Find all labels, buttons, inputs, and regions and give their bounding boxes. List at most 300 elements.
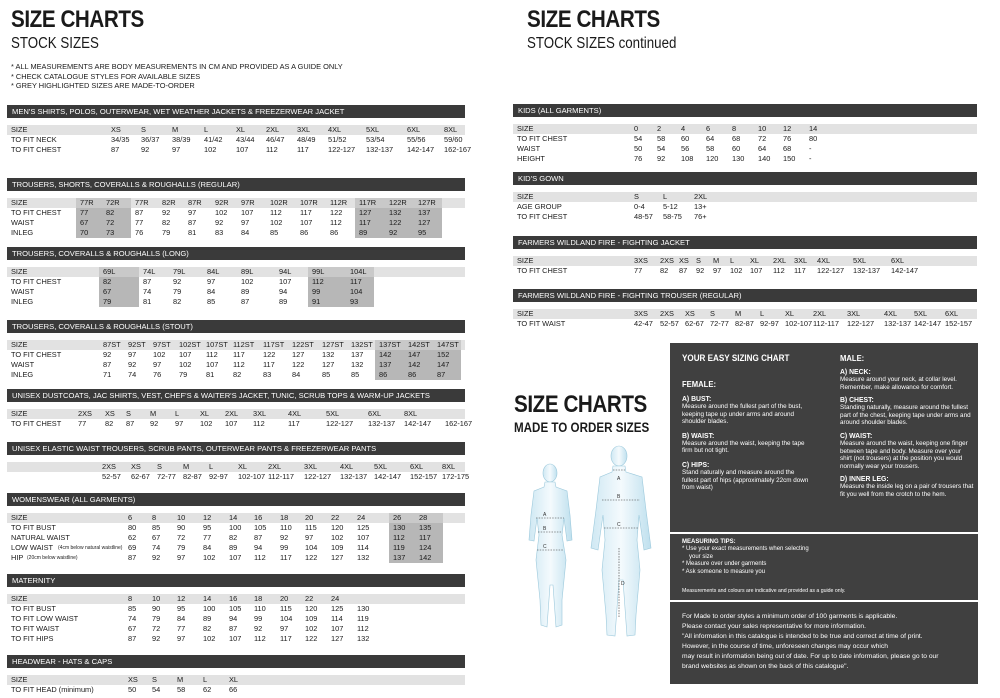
table-cell: 107 — [331, 624, 344, 633]
table-cell: 76 — [153, 370, 162, 379]
table-cell: 86 — [408, 370, 417, 379]
table-cell: 16 — [229, 594, 238, 603]
table-cell: 2XS — [660, 309, 674, 318]
row-label: WAIST — [11, 360, 35, 369]
row-label: TO FIT HEAD (minimum) — [11, 685, 94, 694]
table-cell: 87 — [229, 624, 238, 633]
table-title-bar: HEADWEAR - HATS & CAPS — [7, 655, 465, 668]
table-cell: 117 — [280, 634, 292, 643]
table-cell: 152-157 — [945, 319, 973, 328]
table-title-bar: MATERNITY — [7, 574, 465, 587]
figure-label: D — [621, 581, 625, 587]
table-cell: 76 — [634, 154, 643, 163]
tip-line: * Ask someone to measure you — [682, 568, 766, 575]
table-cell: 117 — [359, 218, 371, 227]
table-cell: 108 — [681, 154, 694, 163]
table-cell: 66 — [229, 685, 238, 694]
table-cell: 97 — [172, 145, 181, 154]
table-cell: 97 — [153, 360, 162, 369]
table-row — [513, 144, 977, 154]
table-cell: 87 — [437, 370, 446, 379]
row-label: TO FIT CHEST — [11, 208, 62, 217]
table-cell: 18 — [280, 513, 289, 522]
step-heading: D) INNER LEG: — [840, 474, 889, 484]
table-cell: 142-147 — [891, 266, 919, 275]
table-cell: 2XS — [660, 256, 674, 265]
row-label: WAIST — [11, 218, 35, 227]
table-cell: 92 — [152, 634, 161, 643]
table-row — [513, 266, 977, 276]
notes — [11, 62, 343, 91]
table-cell: 43/44 — [236, 135, 255, 144]
table-cell: 107 — [241, 208, 254, 217]
row-label: TO FIT CHEST — [11, 350, 62, 359]
table-cell: 107 — [225, 419, 238, 428]
table-row — [7, 614, 465, 624]
figure-label: B — [543, 526, 547, 532]
table-cell: 60 — [681, 134, 690, 143]
table-title-bar: MEN'S SHIRTS, POLOS, OUTERWEAR, WET WEATHER JACKETS & FREEZERWEAR JACKET — [7, 105, 465, 118]
table-title-bar: WOMENSWEAR (ALL GARMENTS) — [7, 493, 465, 506]
table-cell: 85 — [351, 370, 360, 379]
table-cell: 89 — [359, 228, 368, 237]
table-cell: 92 — [162, 208, 171, 217]
row-label: WAIST — [517, 144, 541, 153]
page-title-left: SIZE CHARTS — [11, 6, 144, 33]
table-cell: 6XL — [891, 256, 905, 265]
table-cell: 119 — [393, 543, 405, 552]
table-cell: XS — [105, 409, 115, 418]
table-cell: 102 — [204, 145, 217, 154]
table-cell: 107 — [300, 218, 313, 227]
size-table — [513, 289, 977, 328]
table-cell: 99 — [280, 543, 289, 552]
table-cell: 77 — [203, 533, 212, 542]
table-cell: 147 — [408, 350, 421, 359]
table-title-bar: TROUSERS, COVERALLS & ROUGHALLS (STOUT) — [7, 320, 465, 333]
table-cell: 46/47 — [266, 135, 285, 144]
table-title-bar: FARMERS WILDLAND FIRE - FIGHTING JACKET — [513, 236, 977, 249]
table-cell: 132-137 — [340, 472, 368, 481]
table-cell: 62 — [203, 685, 212, 694]
table-row — [513, 154, 977, 164]
row-label: TO FIT CHEST — [11, 145, 62, 154]
table-cell: 4XL — [340, 462, 354, 471]
step-text: Measure around the waist, keeping one finger between tape and body. Measure over your shirt (not trousers) at the position you would normally wear your trousers. — [840, 439, 968, 470]
row-label: SIZE — [517, 192, 534, 201]
table-cell: L — [730, 256, 735, 265]
table-cell: 72R — [106, 198, 120, 207]
table-cell: 24 — [357, 513, 366, 522]
table-cell: 102 — [270, 218, 283, 227]
table-cell: 94L — [279, 267, 292, 276]
table-cell: 83 — [263, 370, 272, 379]
table-cell: 92 — [141, 145, 150, 154]
table-cell: 127 — [292, 350, 305, 359]
table-cell: 122-127 — [328, 145, 356, 154]
table-cell: 76 — [783, 134, 792, 143]
size-table — [513, 172, 977, 221]
table-cell: 127 — [418, 218, 431, 227]
table-title-bar: UNISEX DUSTCOATS, JAC SHIRTS, VEST, CHEF'S & WAITER'S JACKET, TUNIC, SCRUB TOPS & WARM-UP JACKETS — [7, 389, 465, 402]
table-cell: 102ST — [179, 340, 201, 349]
table-cell: M — [177, 675, 184, 684]
table-cell: 2XL — [813, 309, 827, 318]
table-cell: 152-157 — [410, 472, 438, 481]
table-cell: 82 — [173, 297, 182, 306]
table-cell: 132 — [389, 208, 402, 217]
table-cell: 79 — [152, 614, 161, 623]
table-cell: 77 — [177, 624, 186, 633]
table-cell: L — [760, 309, 765, 318]
table-cell: 92 — [215, 218, 224, 227]
table-cell: 55/56 — [407, 135, 426, 144]
page-title-right: SIZE CHARTS — [527, 6, 660, 33]
row-label: SIZE — [11, 513, 28, 522]
table-cell: 112-117 — [268, 472, 295, 481]
table-row — [7, 604, 465, 614]
table-cell: 107 — [750, 266, 763, 275]
table-cell: 79L — [173, 267, 186, 276]
table-cell: 107 — [179, 350, 192, 359]
step-text: Standing naturally, measure around the fullest part of the chest, keeping tape under arms and around shoulder blades. — [840, 404, 971, 427]
table-cell: 117 — [794, 266, 806, 275]
table-header-row — [513, 124, 977, 134]
body-figures-illustration — [515, 440, 669, 640]
table-cell: 87 — [111, 145, 120, 154]
table-cell: 76 — [135, 228, 144, 237]
table-cell: 54 — [152, 685, 161, 694]
size-table — [7, 178, 465, 237]
step-heading: A) BUST: — [682, 394, 712, 403]
table-cell: 72 — [152, 624, 161, 633]
table-cell: L — [204, 125, 209, 134]
table-cell: 38/39 — [172, 135, 191, 144]
table-row — [7, 228, 465, 238]
row-label: SIZE — [517, 256, 534, 265]
table-cell: XL — [236, 125, 246, 134]
table-cell: 95 — [203, 523, 212, 532]
table-cell: 142-147 — [374, 472, 402, 481]
table-cell: 132-137 — [853, 266, 881, 275]
table-cell: 64 — [758, 144, 767, 153]
table-cell: 80 — [809, 134, 818, 143]
table-cell: 102 — [331, 533, 344, 542]
male-figure — [591, 446, 651, 636]
table-header-row — [513, 309, 977, 319]
row-label: TO FIT NECK — [11, 135, 57, 144]
table-cell: 84L — [207, 267, 220, 276]
table-cell: 112-117 — [813, 319, 840, 328]
footer-line: may result in information being out of date. For up to date information, please go to our — [682, 653, 939, 660]
size-table — [7, 247, 465, 306]
tip-line: * Measure over under garments — [682, 561, 767, 568]
table-cell: 112 — [270, 208, 282, 217]
table-cell: 112 — [206, 350, 218, 359]
table-cell: 117 — [419, 533, 431, 542]
size-table — [7, 574, 465, 643]
table-cell: 6XL — [410, 462, 424, 471]
table-cell: 53/54 — [366, 135, 385, 144]
page-subtitle-right: STOCK SIZES continued — [527, 35, 677, 52]
table-row — [7, 419, 473, 429]
row-label: SIZE — [11, 125, 28, 134]
table-cell: 89 — [229, 543, 238, 552]
table-cell: 132 — [351, 360, 364, 369]
row-label: TO FIT BUST — [11, 523, 56, 532]
table-cell: 50 — [128, 685, 137, 694]
table-cell: 140 — [758, 154, 771, 163]
table-cell: 84 — [203, 543, 212, 552]
table-cell: 2XL — [268, 462, 282, 471]
table-cell: 142-147 — [407, 145, 435, 154]
table-cell: 82 — [233, 370, 242, 379]
table-cell: S — [126, 409, 131, 418]
table-cell: 3XL — [847, 309, 861, 318]
table-cell: 127 — [331, 553, 344, 562]
row-label: SIZE — [11, 409, 28, 418]
table-cell: 102 — [153, 350, 166, 359]
table-cell: 122 — [292, 360, 305, 369]
table-cell: 72 — [177, 533, 186, 542]
table-cell: S — [152, 675, 157, 684]
table-cell: 82 — [162, 218, 171, 227]
table-cell: 110 — [254, 604, 266, 613]
table-row — [513, 212, 977, 222]
table-cell: 79 — [173, 287, 182, 296]
tip-line: * Use your exact measurements when selecting — [682, 546, 809, 553]
table-cell: 92 — [389, 228, 398, 237]
tips-list — [682, 539, 809, 576]
table-cell: 6XL — [945, 309, 959, 318]
table-cell: 79 — [177, 543, 186, 552]
table-cell: S — [157, 462, 162, 471]
table-cell: 14 — [203, 594, 212, 603]
table-cell: XS — [131, 462, 141, 471]
table-cell: 86 — [330, 228, 339, 237]
row-label: SIZE — [517, 124, 534, 133]
table-cell: 2XL — [266, 125, 280, 134]
table-cell: 104 — [280, 614, 293, 623]
table-cell: 86 — [300, 228, 309, 237]
table-cell: 59/60 — [444, 135, 463, 144]
table-cell: 79 — [103, 297, 112, 306]
table-cell: 14 — [809, 124, 818, 133]
table-cell: 137 — [418, 208, 431, 217]
table-cell: L — [175, 409, 180, 418]
footer-line: Please contact your sales representative for more information. — [682, 623, 866, 630]
female-steps — [682, 394, 810, 492]
table-header-row — [7, 513, 465, 523]
table-cell: 5XL — [853, 256, 867, 265]
row-label: TO FIT CHEST — [11, 277, 62, 286]
table-cell: 10 — [177, 513, 186, 522]
table-cell: 20 — [305, 513, 314, 522]
table-row — [513, 134, 977, 144]
table-cell: 90 — [177, 523, 186, 532]
table-row — [7, 370, 465, 380]
table-title-bar: UNISEX ELASTIC WAIST TROUSERS, SCRUB PANTS, OUTERWEAR PANTS & FREEZERWEAR PANTS — [7, 442, 465, 455]
row-label: SIZE — [517, 309, 534, 318]
size-table — [7, 442, 470, 481]
table-cell: 62-67 — [685, 319, 704, 328]
table-cell: 112 — [266, 145, 278, 154]
table-cell: 99 — [254, 614, 263, 623]
table-cell: 82 — [660, 266, 669, 275]
table-cell: 42-47 — [634, 319, 653, 328]
table-cell: 142 — [379, 350, 392, 359]
table-cell: 147 — [437, 360, 450, 369]
tip-line: your size — [689, 553, 714, 560]
table-cell: 48-57 — [634, 212, 653, 221]
table-cell: 94 — [229, 614, 238, 623]
table-cell: 74 — [143, 287, 152, 296]
table-cell: 92 — [103, 350, 112, 359]
table-cell: 132-137 — [368, 419, 396, 428]
table-cell: 142 — [419, 553, 432, 562]
table-cell: 115 — [305, 523, 317, 532]
table-cell: 12 — [783, 124, 792, 133]
table-cell: 92 — [150, 419, 159, 428]
table-row — [7, 287, 465, 297]
row-note: (20cm below waistline) — [27, 555, 78, 561]
table-header-row — [513, 256, 977, 266]
table-row — [7, 533, 465, 543]
row-label: TO FIT WAIST — [11, 624, 60, 633]
table-cell: 89L — [241, 267, 254, 276]
table-cell: 99 — [312, 287, 321, 296]
table-cell: 67 — [152, 533, 161, 542]
table-cell: 6XL — [368, 409, 382, 418]
footer-line: For Made to order styles a minimum order of 100 garments is applicable. — [682, 613, 898, 620]
male-steps — [840, 367, 974, 499]
table-cell: 112 — [773, 266, 785, 275]
table-cell: 132-137 — [366, 145, 394, 154]
table-cell: 112 — [253, 419, 265, 428]
table-cell: XS — [679, 256, 689, 265]
table-cell: 130 — [732, 154, 745, 163]
row-label: TO FIT CHEST — [517, 134, 568, 143]
table-cell: 102 — [241, 277, 254, 286]
table-cell: 3XL — [297, 125, 311, 134]
table-cell: 99L — [312, 267, 325, 276]
table-cell: 8XL — [442, 462, 456, 471]
table-cell: 94 — [254, 543, 263, 552]
table-cell: 105 — [229, 604, 242, 613]
table-cell: 112 — [233, 360, 245, 369]
note-line: * GREY HIGHLIGHTED SIZES ARE MADE-TO-ORDER — [11, 81, 195, 90]
table-cell: 122 — [305, 553, 318, 562]
table-cell: 87 — [188, 218, 197, 227]
table-cell: 10 — [758, 124, 767, 133]
table-cell: 112R — [330, 198, 348, 207]
male-label: MALE: — [840, 353, 865, 363]
size-table — [7, 655, 465, 694]
table-cell: 97R — [241, 198, 255, 207]
table-cell: 4XL — [328, 125, 342, 134]
table-row — [7, 553, 465, 563]
table-cell: S — [696, 256, 701, 265]
table-cell: 54 — [634, 134, 643, 143]
table-row — [7, 472, 470, 482]
table-cell: 8 — [128, 594, 133, 603]
table-cell: 112 — [393, 533, 405, 542]
table-cell: 122 — [263, 350, 276, 359]
note-line: * CHECK CATALOGUE STYLES FOR AVAILABLE SIZES — [11, 71, 201, 81]
table-cell: S — [634, 192, 639, 201]
table-header-row — [7, 409, 465, 419]
table-cell: 107 — [279, 277, 292, 286]
size-table — [513, 236, 977, 275]
table-cell: 92 — [280, 533, 289, 542]
table-cell: 117 — [233, 350, 245, 359]
table-cell: 85 — [128, 604, 137, 613]
disclaimer: Measurements and colours are indicative and provided as a guide only. — [682, 588, 846, 594]
table-cell: 127 — [322, 360, 335, 369]
table-cell: 102 — [203, 553, 216, 562]
table-cell: 3XL — [304, 462, 318, 471]
row-label: INLEG — [11, 370, 34, 379]
table-cell: 122R — [389, 198, 407, 207]
table-cell: 24 — [331, 594, 340, 603]
mto-subtitle: MADE TO ORDER SIZES — [514, 420, 650, 435]
table-cell: M — [150, 409, 157, 418]
table-cell: 112ST — [233, 340, 255, 349]
table-cell: 95 — [177, 604, 186, 613]
figure-label: A — [617, 476, 621, 482]
table-cell: 6 — [706, 124, 711, 133]
row-label: INLEG — [11, 297, 34, 306]
table-cell: 72 — [758, 134, 767, 143]
measuring-tips-panel — [670, 534, 978, 600]
table-cell: 110 — [280, 523, 292, 532]
table-cell: 2XL — [773, 256, 787, 265]
table-cell: 137 — [351, 350, 364, 359]
table-cell: 92-97 — [760, 319, 779, 328]
table-cell: 97ST — [153, 340, 171, 349]
row-label: WAIST — [11, 287, 35, 296]
row-label: TO FIT CHEST — [11, 419, 62, 428]
table-cell: 97 — [713, 266, 722, 275]
table-title-bar: TROUSERS, COVERALLS & ROUGHALLS (LONG) — [7, 247, 465, 260]
table-cell: 112 — [254, 634, 266, 643]
male-step — [840, 395, 974, 427]
table-cell: 68 — [732, 134, 741, 143]
table-cell: 89 — [241, 287, 250, 296]
step-heading: C) HIPS: — [682, 459, 710, 469]
step-text: Measure around the waist, keeping the tape firm but not tight. — [682, 439, 805, 455]
table-cell: 74L — [143, 267, 156, 276]
row-label: NATURAL WAIST — [11, 533, 70, 542]
table-cell: 109 — [305, 614, 318, 623]
size-table — [513, 104, 977, 163]
table-cell: 112 — [312, 277, 324, 286]
footer-text — [682, 612, 939, 672]
table-cell: 85 — [207, 297, 216, 306]
table-cell: 117 — [297, 145, 309, 154]
table-cell: 52-57 — [660, 319, 679, 328]
table-cell: L — [209, 462, 214, 471]
table-cell: M — [172, 125, 179, 134]
row-label: LOW WAIST — [11, 543, 54, 552]
table-cell: 117 — [300, 208, 312, 217]
table-cell: 107ST — [206, 340, 228, 349]
table-cell: 152 — [437, 350, 450, 359]
footer-line: brand websites as shown on the back of this catalogue". — [682, 663, 849, 670]
tips-title: MEASURING TIPS: — [682, 539, 736, 545]
table-cell: 127R — [418, 198, 436, 207]
table-cell: 112 — [357, 624, 369, 633]
